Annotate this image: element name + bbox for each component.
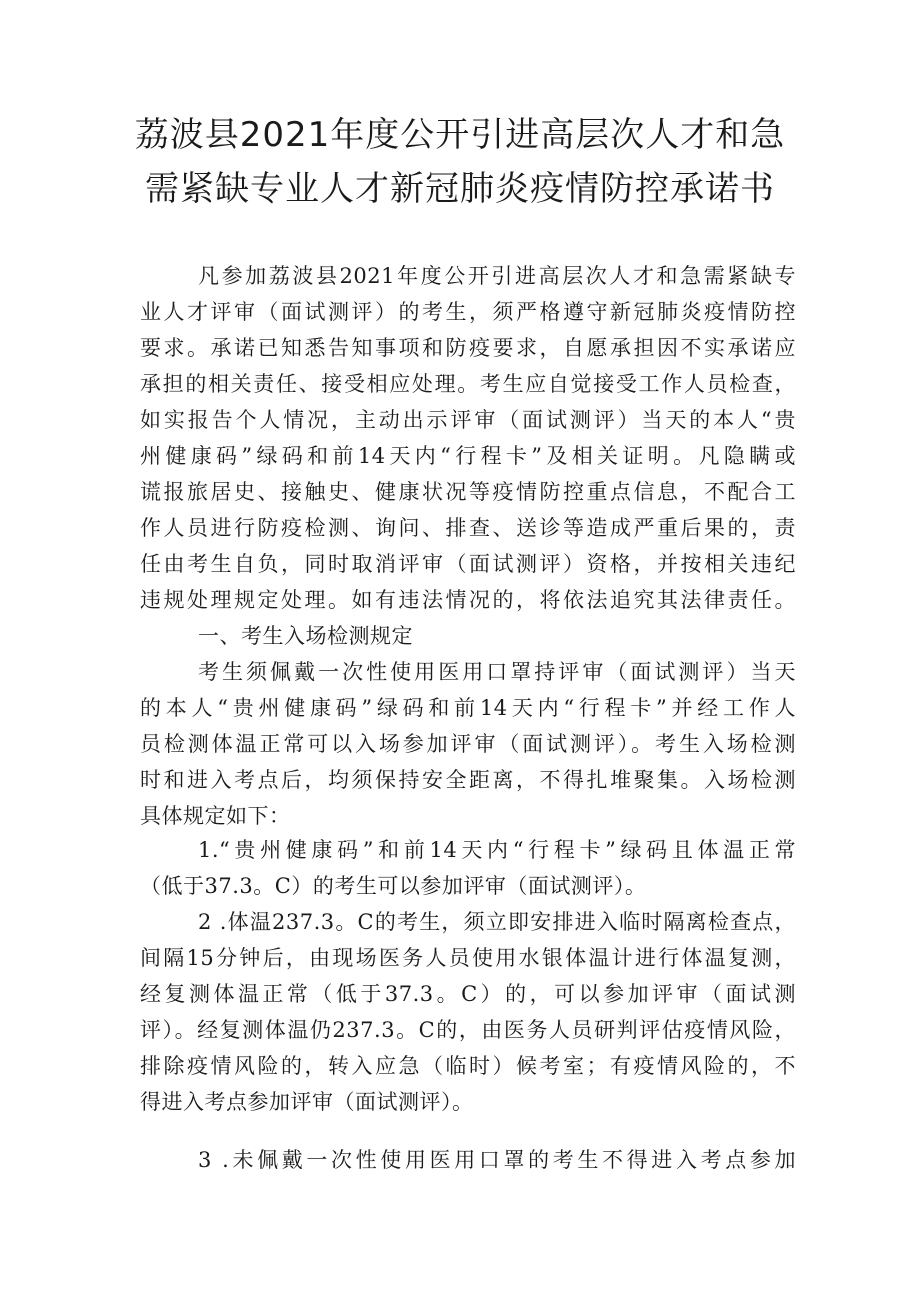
- paragraph-line: 的本人“贵州健康码”绿码和前14天内“行程卡”并经工作人: [140, 696, 796, 720]
- paragraph-line: 承担的相关责任、接受相应处理。考生应自觉接受工作人员检查，: [140, 372, 796, 396]
- list-item: 1.“贵州健康码”和前14天内“行程卡”绿码且体温正常: [198, 838, 796, 862]
- paragraph-line: 谎报旅居史、接触史、健康状况等疫情防控重点信息，不配合工: [140, 480, 796, 504]
- list-item-continuation: 排除疫情风险的，转入应急（临时）候考室；有疫情风险的，不: [140, 1054, 796, 1078]
- paragraph-line: 州健康码”绿码和前14天内“行程卡”及相关证明。凡隐瞒或: [140, 444, 796, 468]
- paragraph-line: 要求。承诺已知悉告知事项和防疫要求，自愿承担因不实承诺应: [140, 336, 796, 360]
- section-heading: 一、考生入场检测规定: [198, 624, 413, 648]
- list-item-continuation: 评）。经复测体温仍237.3。C的，由医务人员研判评估疫情风险，: [140, 1018, 796, 1042]
- list-item: 3 .未佩戴一次性使用医用口罩的考生不得进入考点参加: [198, 1148, 796, 1172]
- paragraph-line: 如实报告个人情况，主动出示评审（面试测评）当天的本人“贵: [140, 408, 796, 432]
- document-title-line-1: 荔波县2021年度公开引进高层次人才和急: [134, 115, 786, 155]
- list-item-continuation: 得进入考点参加评审（面试测评）。: [140, 1090, 474, 1114]
- list-item-continuation: 经复测体温正常（低于37.3。C）的，可以参加评审（面试测: [140, 982, 796, 1006]
- paragraph-line: 任由考生自负，同时取消评审（面试测评）资格，并按相关违纪: [140, 552, 796, 576]
- paragraph-line: 凡参加荔波县2021年度公开引进高层次人才和急需紧缺专: [198, 264, 796, 288]
- list-item-continuation: 间隔15分钟后，由现场医务人员使用水银体温计进行体温复测，: [140, 946, 796, 970]
- paragraph-line: 具体规定如下：: [140, 804, 291, 828]
- paragraph-line: 考生须佩戴一次性使用医用口罩持评审（面试测评）当天: [198, 660, 796, 684]
- paragraph-line: 作人员进行防疫检测、询问、排查、送诊等造成严重后果的，责: [140, 516, 796, 540]
- document-title-line-2: 需紧缺专业人才新冠肺炎疫情防控承诺书: [145, 169, 775, 209]
- paragraph-line: 业人才评审（面试测评）的考生，须严格遵守新冠肺炎疫情防控: [140, 300, 796, 324]
- paragraph-line: 时和进入考点后，均须保持安全距离，不得扎堆聚集。入场检测: [140, 768, 796, 792]
- list-item: 2 .体温237.3。C的考生，须立即安排进入临时隔离检查点，: [198, 910, 796, 934]
- paragraph-line: 违规处理规定处理。如有违法情况的，将依法追究其法律责任。: [140, 588, 796, 612]
- list-item-continuation: （低于37.3。C）的考生可以参加评审（面试测评）。: [140, 874, 647, 898]
- paragraph-line: 员检测体温正常可以入场参加评审（面试测评）。考生入场检测: [140, 732, 796, 756]
